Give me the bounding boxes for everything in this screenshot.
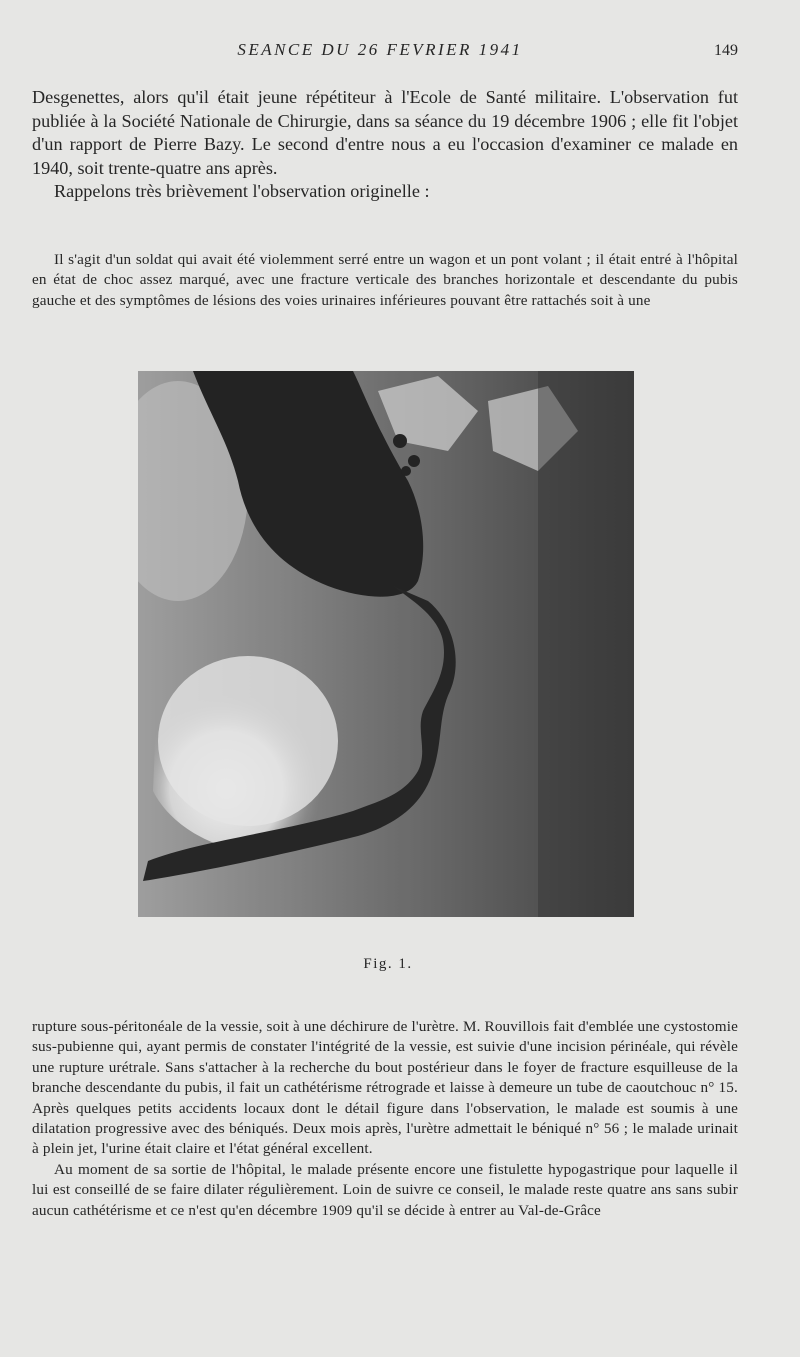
paragraph: Au moment de sa sortie de l'hôpital, le malade présente encore une fistulette hypogastrique pour laquelle il lui est conseillé de se faire dilater régulièrement. Loin de suivre ce conseil, le malade reste quatre ans sans subir aucun cathétérisme et ce n'est qu'en décembre 1909 qu'il se décide à entrer au Val-de-Grâce [32, 1160, 738, 1219]
paragraph: Desgenettes, alors qu'il était jeune répétiteur à l'Ecole de Santé militaire. L'observation fut publiée à la Société Nationale de Chirurgie, dans sa séance du 19 décembre 1906 ; elle fit l'objet d'un rapport de Pierre Bazy. Le second d'entre nous a eu l'occasion d'examiner ce malade en 1940, soit trente-quatre ans après. [32, 87, 738, 178]
body-text-top [32, 86, 738, 204]
paragraph: Il s'agit d'un soldat qui avait été violemment serré entre un wagon et un pont volant ; il était entré à l'hôpital en état de choc assez marqué, avec une fracture verticale des branches horizontale et descendante du pubis gauche et des symptômes de lésions des voies urinaires inférieures pouvant être rattachés soit à une [32, 251, 738, 309]
running-header [0, 40, 800, 64]
case-report-text-bottom [32, 1017, 738, 1221]
case-report-text-top [32, 250, 738, 311]
figure-caption: Fig. 1. [363, 956, 413, 972]
page-number: 149 [714, 42, 738, 59]
paragraph: Rappelons très brièvement l'observation originelle : [54, 181, 430, 202]
radiograph-figure [138, 371, 634, 917]
radiograph-image [138, 371, 634, 917]
paragraph: rupture sous-péritonéale de la vessie, soit à une déchirure de l'urètre. M. Rouvillois fait d'emblée une cystostomie sus-pubienne qui, ayant permis de constater l'intégrité de la vessie, est suivie d'une incision périnéale, qui révèle une rupture urétrale. Sans s'attacher à la recherche du bout postérieur dans le foyer de fracture esquilleuse de la branche descendante du pubis, il fait un cathétérisme rétrograde et laisse à demeure un tube de caoutchouc n° 15. Après quelques petits accidents locaux dont le détail figure dans l'observation, le malade est soumis à une dilatation progressive avec des béniqués. Deux mois après, l'urètre admettait le béniqué n° 56 ; le malade urinait à plein jet, l'urine était claire et l'état général excellent. [32, 1018, 738, 1158]
running-title: SEANCE DU 26 FEVRIER 1941 [237, 40, 523, 59]
